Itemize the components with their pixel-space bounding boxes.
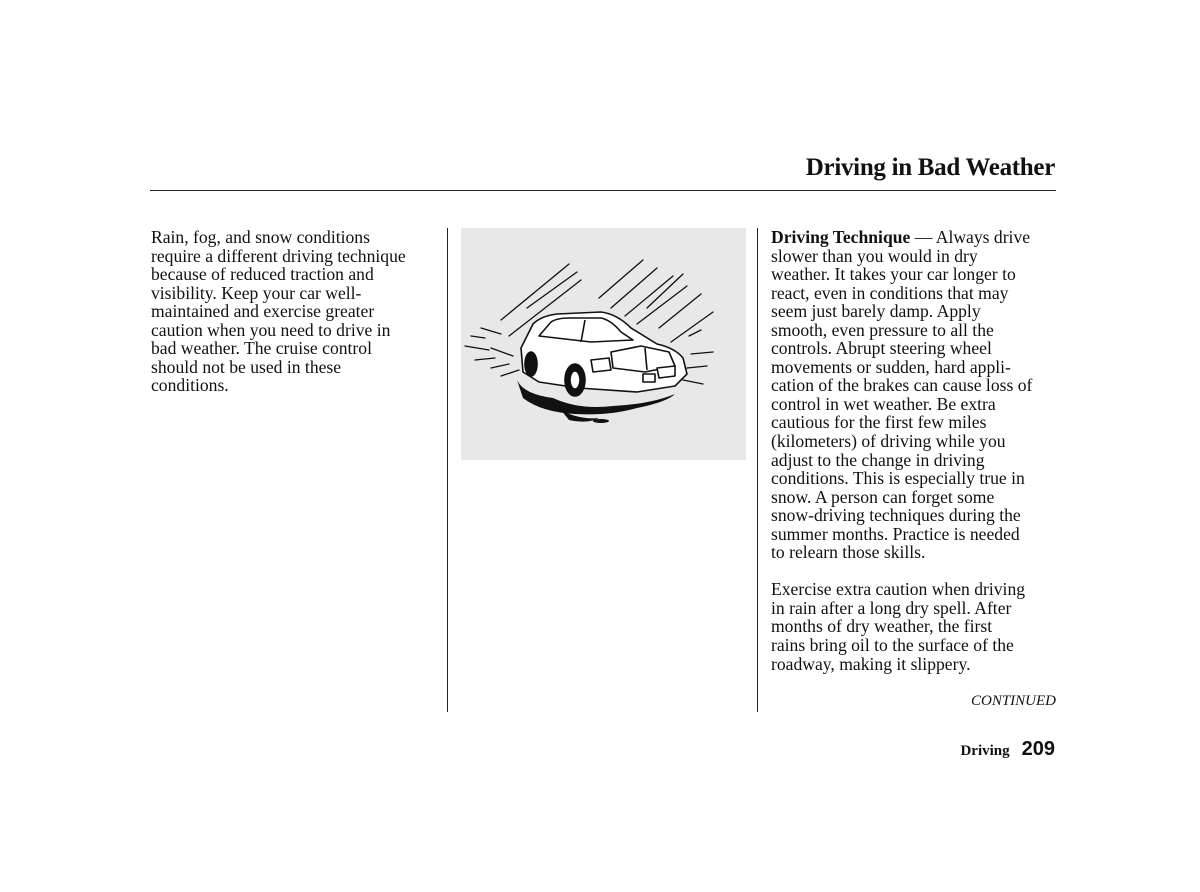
technique-line: to relearn those skills. xyxy=(771,542,926,563)
footer-section-name: Driving xyxy=(960,743,1010,759)
page-footer xyxy=(960,738,1055,761)
technique-first-line xyxy=(771,228,1032,247)
technique-line: Always drive xyxy=(935,227,1031,247)
driving-technique-paragraph xyxy=(771,228,1032,562)
em-dash: — xyxy=(910,227,936,247)
technique-line: weather. It takes your car longer to xyxy=(771,264,1016,285)
dry-spell-paragraph xyxy=(771,580,1032,673)
technique-line: snow. A person can forget some xyxy=(771,486,995,507)
intro-line: should not be used in these xyxy=(151,356,342,377)
intro-line: Rain, fog, and snow conditions xyxy=(151,227,370,247)
right-column xyxy=(771,228,1032,673)
technique-line: seem just barely damp. Apply xyxy=(771,301,981,322)
technique-line: adjust to the change in driving xyxy=(771,449,985,470)
technique-line: conditions. This is especially true in xyxy=(771,468,1025,489)
intro-line: bad weather. The cruise control xyxy=(151,338,372,359)
technique-line: controls. Abrupt steering wheel xyxy=(771,338,992,359)
dry-spell-line: Exercise extra caution when driving xyxy=(771,579,1026,600)
technique-line: cautious for the first few miles xyxy=(771,412,987,433)
dry-spell-line: rains bring oil to the surface of the xyxy=(771,635,1014,656)
technique-line: control in wet weather. Be extra xyxy=(771,393,996,414)
left-column xyxy=(151,228,406,395)
dry-spell-line: roadway, making it slippery. xyxy=(771,653,971,674)
intro-line: caution when you need to drive in xyxy=(151,319,391,340)
car-in-rain-illustration xyxy=(461,228,746,460)
intro-line: maintained and exercise greater xyxy=(151,301,375,322)
intro-line: require a different driving technique xyxy=(151,245,406,266)
page-title: Driving in Bad Weather xyxy=(805,154,1055,181)
technique-line: (kilometers) of driving while you xyxy=(771,431,1006,452)
technique-line: snow-driving techniques during the xyxy=(771,505,1021,526)
column-divider-right xyxy=(757,228,758,712)
intro-paragraph xyxy=(151,228,406,395)
technique-line: cation of the brakes can cause loss of xyxy=(771,375,1033,396)
page-number: 209 xyxy=(1021,738,1055,760)
technique-line: smooth, even pressure to all the xyxy=(771,319,994,340)
intro-line: because of reduced traction and xyxy=(151,264,374,285)
dry-spell-line: months of dry weather, the first xyxy=(771,616,993,637)
driving-technique-heading: Driving Technique xyxy=(771,227,911,247)
intro-line: conditions. xyxy=(151,375,229,396)
technique-line: react, even in conditions that may xyxy=(771,282,1009,303)
technique-line: slower than you would in dry xyxy=(771,245,978,266)
technique-line: movements or sudden, hard appli- xyxy=(771,356,1011,377)
intro-line: visibility. Keep your car well- xyxy=(151,282,362,303)
continued-label: CONTINUED xyxy=(970,693,1056,709)
technique-line: summer months. Practice is needed xyxy=(771,523,1020,544)
title-divider xyxy=(150,190,1056,191)
column-divider-left xyxy=(447,228,448,712)
car-in-rain-icon xyxy=(461,228,746,460)
dry-spell-line: in rain after a long dry spell. After xyxy=(771,597,1012,618)
